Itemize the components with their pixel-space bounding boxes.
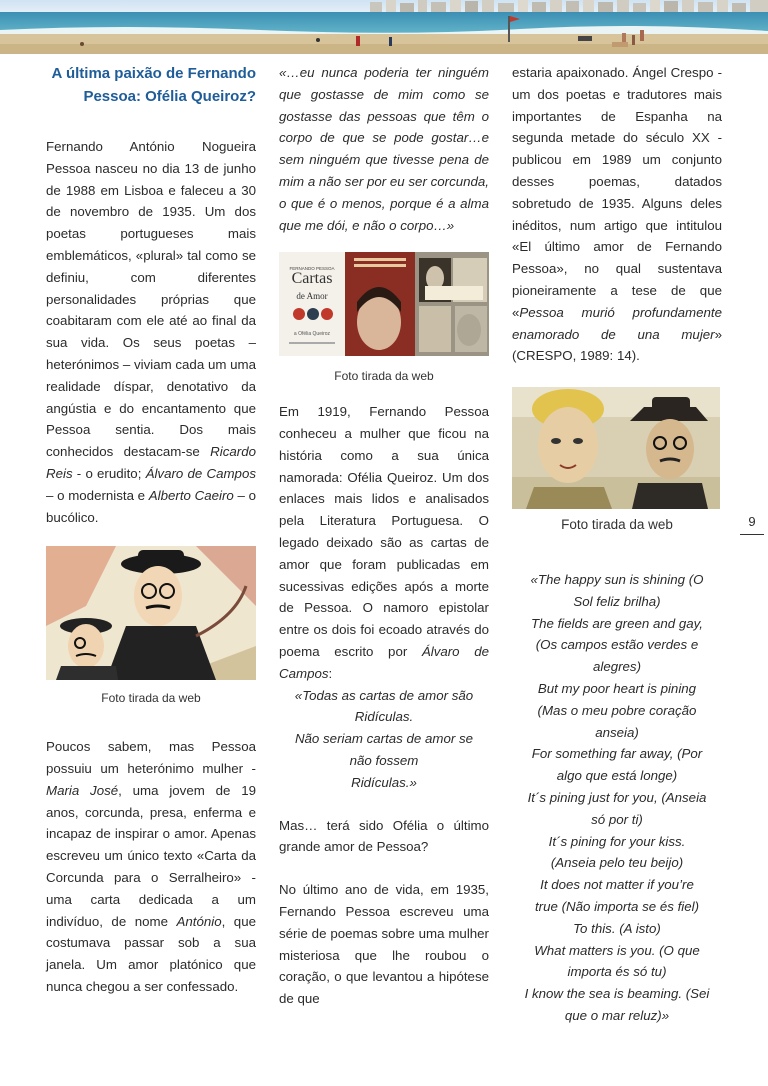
book-subtitle: a Ofélia Queiroz bbox=[293, 331, 331, 338]
paragraph-question: Mas… terá sido Ofélia o último grande amor de Pessoa? bbox=[279, 817, 489, 855]
photo-caption: Foto tirada da web bbox=[101, 691, 201, 706]
pessoa-caricature-image bbox=[46, 546, 256, 680]
pessoa-ofelia-portrait-image bbox=[512, 387, 720, 509]
paragraph-crespo: estaria apaixonado. Ángel Crespo - um dos poetas e tradutores mais importantes de Espanha na segunda metade do século XX - publicou em 1989 um conjunto desses poemas, datados sobretudo de 1935. Alguns deles inéditos, num artigo que intitulou «El último amor de Fernando Pessoa», no qual sustentava pioneiramente a tese de que «Pessoa murió profundamente enamorado de una mujer» (CRESPO, 1989: 14). bbox=[512, 65, 722, 364]
paragraph-intro: Fernando António Nogueira Pessoa nasceu no dia 13 de junho de 1988 em Lisboa e faleceu a 30 de novembro de 1935. Um dos poetas portugueses mais emblemáticos, «plural» tal como se definiu, com diferentes personalidades próprias que coabitaram com ele até ao final da sua vida. Os seus poetas – heterónimos – viviam cada um uma realidade díspar, denotativo da angústia e do encantamento que Pessoa sentia. Dos mais conhecidos destacam-se Ricardo Reis - o erudito; Álvaro de Campos – o modernista e Alberto Caeiro – o bucólico. bbox=[46, 139, 256, 525]
article-title: A última paixão de Fernando Pessoa: Ofélia Queiroz? bbox=[51, 65, 256, 105]
maria-jose-quote: «…eu nunca poderia ter ninguém que gostasse de mim como se gostasse das pessoas que têm o corpo de que se pode gostar…e sem ninguém que tivesse pena de mim a não ser por eu ser corcunda, o que é o menos, porque é a alma que me dói, e não o corpo…» bbox=[279, 65, 489, 233]
paragraph-maria-jose: Poucos sabem, mas Pessoa possuiu um heterónimo mulher - Maria José, uma jovem de 19 anos, corcunda, presa, enferma e incapaz de inspirar o amor. Apenas escreveu um único texto «Carta da Corcunda para o Serralheiro» - uma carta dedicada a um indivíduo, de nome António, que costumava passar sob a sua janela. Um amor platónico que nunca chegou a ser confessado. bbox=[46, 739, 257, 994]
book-author: FERNANDO PESSOA bbox=[289, 266, 335, 272]
book-title-sub: de Amor bbox=[296, 291, 328, 302]
header-beach-photo bbox=[0, 0, 768, 54]
book-title: Cartas bbox=[291, 270, 333, 288]
page-number-rule bbox=[740, 534, 764, 535]
column-3 bbox=[512, 62, 722, 1027]
page-number: 9 bbox=[748, 514, 756, 529]
paragraph-ofelia: Em 1919, Fernando Pessoa conheceu a mulher que ficou na história como a sua única namorada: Ofélia Queiroz. Um dos enlaces mais lidos e analisados pela Literatura Portuguesa. O legado deixado são as cartas de amor que foram publicadas em sucessivas edições após a morte de Pessoa. O namoro epistolar entre os dois foi ecoado através do poema escrito por Álvaro de Campos: bbox=[279, 404, 489, 681]
column-2 bbox=[279, 62, 489, 1010]
book-covers-image bbox=[279, 252, 489, 356]
paragraph-last-year: No último ano de vida, em 1935, Fernando Pessoa escreveu uma série de poemas sobre uma mulher misteriosa que lhe roubou o coração, o que levantou a hipótese de que bbox=[279, 882, 489, 1007]
photo-caption: Foto tirada da web bbox=[334, 369, 434, 384]
column-1 bbox=[46, 62, 256, 998]
poem-cartas-de-amor: «Todas as cartas de amor são Ridículas. Não seriam cartas de amor se não fossem Ridículas.» bbox=[294, 687, 474, 790]
photo-caption: Foto tirada da web bbox=[561, 517, 673, 533]
poem-happy-sun: «The happy sun is shining (O Sol feliz brilha) The fields are green and gay, (Os campos estão verdes e alegres) But my poor heart is pining (Mas o meu pobre coração anseia) For something far away, (Por algo que está longe) It´s pining just for you, (Anseia só por ti) It´s pining for your kiss. (Anseia pelo teu beijo) It does not matter if you’re true (Não importa se és fiel) To this. (A isto) What matters is you. (O que importa és só tu) I know the sea is beaming. (Sei que o mar reluz)» bbox=[524, 571, 710, 1023]
